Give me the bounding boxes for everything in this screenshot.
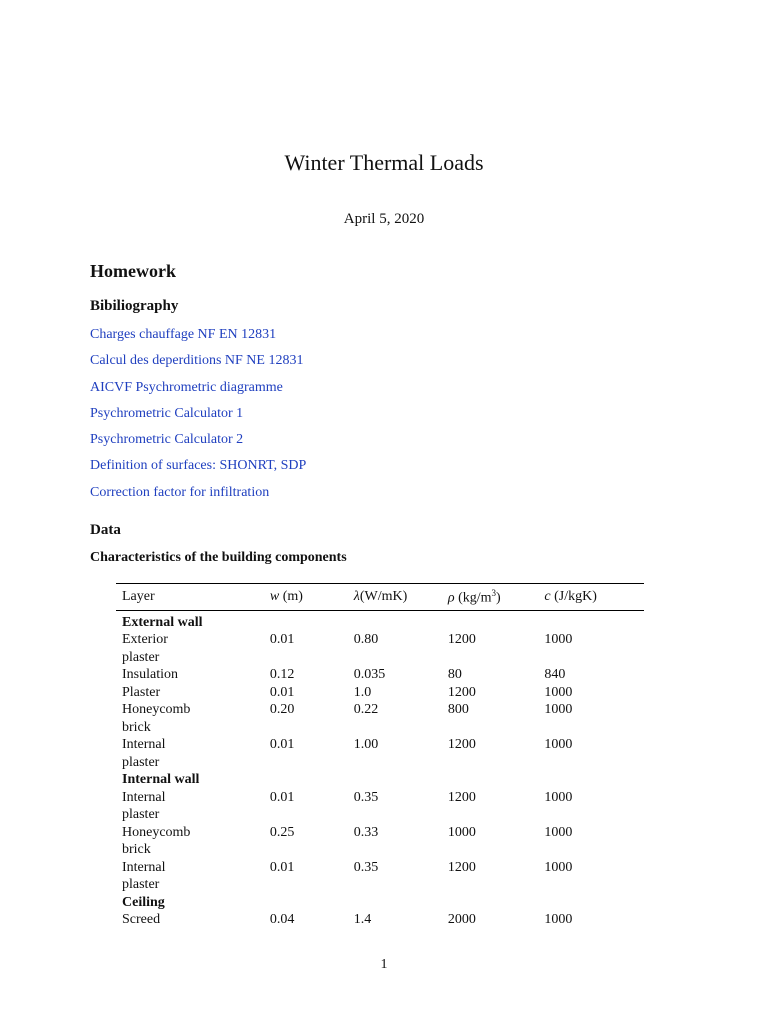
table-group-row: [116, 894, 644, 912]
cell-w: 0.20: [269, 702, 295, 718]
cell-c: 1000: [544, 702, 573, 718]
table-row: [116, 666, 644, 684]
list-item: [90, 455, 306, 481]
header-thickness: w (m): [264, 584, 348, 611]
cell-lambda: 0.035: [353, 667, 386, 683]
list-item: [90, 350, 306, 376]
table-row: [116, 824, 644, 859]
bib-link-aicvf-diagramme[interactable]: AICVF Psychrometric diagramme: [90, 379, 283, 395]
section-heading-homework: Homework: [90, 261, 176, 281]
table-row: [116, 684, 644, 702]
document-date: April 5, 2020: [343, 211, 425, 227]
cell-layer: Screed: [122, 912, 161, 928]
components-table: [116, 583, 644, 929]
cell-layer: Internal plaster: [122, 859, 166, 893]
list-item: [90, 403, 306, 429]
document-title: Winter Thermal Loads: [284, 150, 484, 175]
cell-layer: Internal plaster: [122, 789, 166, 823]
cell-rho: 80: [447, 667, 462, 683]
cell-w: 0.01: [269, 737, 295, 753]
table-group-row: [116, 610, 644, 631]
list-item: [90, 377, 306, 403]
cell-rho: 1200: [447, 737, 476, 753]
header-layer: Layer: [116, 584, 264, 611]
table-header-row: [116, 584, 644, 611]
group-label-external-wall: External wall: [122, 614, 203, 630]
group-label-ceiling: Ceiling: [122, 894, 165, 910]
table-row: [116, 701, 644, 736]
bib-link-psychrometric-calculator-2[interactable]: Psychrometric Calculator 2: [90, 432, 244, 448]
cell-c: 1000: [544, 789, 573, 805]
bib-link-calcul-deperditions[interactable]: Calcul des deperditions NF NE 12831: [90, 353, 304, 369]
cell-w: 0.01: [269, 684, 295, 700]
cell-c: 1000: [544, 912, 573, 928]
cell-lambda: 1.4: [353, 912, 372, 928]
table-heading: Characteristics of the building components: [90, 550, 347, 565]
cell-lambda: 0.33: [353, 824, 379, 840]
table-row: [116, 859, 644, 894]
cell-rho: 1200: [447, 859, 476, 875]
subsection-heading-bibliography: Bibiliography: [90, 298, 179, 314]
page-number: 1: [380, 957, 388, 972]
cell-layer: Honeycomb brick: [122, 824, 191, 858]
cell-layer: Insulation: [122, 667, 178, 683]
table-row: [116, 911, 644, 929]
list-item: [90, 429, 306, 455]
cell-layer: Plaster: [122, 684, 161, 700]
cell-w: 0.25: [269, 824, 295, 840]
cell-lambda: 0.35: [353, 789, 379, 805]
bib-link-definition-surfaces[interactable]: Definition of surfaces: SHONRT, SDP: [90, 458, 307, 474]
cell-w: 0.01: [269, 632, 295, 648]
cell-rho: 1200: [447, 684, 476, 700]
bib-link-charges-chauffage[interactable]: Charges chauffage NF EN 12831: [90, 327, 277, 342]
bib-link-correction-factor[interactable]: Correction factor for infiltration: [90, 484, 270, 500]
header-conductivity: λ(W/mK): [348, 584, 442, 611]
header-specific-heat: c (J/kgK): [538, 584, 644, 611]
cell-rho: 1200: [447, 632, 476, 648]
cell-lambda: 0.80: [353, 632, 379, 648]
cell-w: 0.01: [269, 859, 295, 875]
bibliography-links: [90, 324, 306, 508]
cell-c: 1000: [544, 824, 573, 840]
cell-layer: Honeycomb brick: [122, 702, 191, 735]
cell-lambda: 1.00: [353, 737, 379, 753]
components-table-container: [116, 583, 644, 929]
cell-w: 0.12: [269, 667, 295, 683]
group-label-internal-wall: Internal wall: [122, 772, 200, 788]
cell-w: 0.01: [269, 789, 295, 805]
table-row: [116, 736, 644, 771]
cell-rho: 800: [447, 702, 469, 718]
cell-lambda: 0.22: [353, 702, 379, 718]
table-group-row: [116, 771, 644, 789]
cell-c: 1000: [544, 737, 573, 753]
cell-layer: Exterior plaster: [122, 632, 168, 665]
cell-c: 840: [544, 667, 566, 683]
cell-c: 1000: [544, 684, 573, 700]
cell-lambda: 1.0: [353, 684, 372, 700]
cell-rho: 1200: [447, 789, 476, 805]
table-row: [116, 631, 644, 666]
header-density: ρ $(kg/m^3)$: [442, 584, 539, 611]
table-row: [116, 789, 644, 824]
cell-lambda: 0.35: [353, 859, 379, 875]
list-item: [90, 482, 306, 508]
cell-c: 1000: [544, 632, 573, 648]
bib-link-psychrometric-calculator-1[interactable]: Psychrometric Calculator 1: [90, 405, 244, 421]
cell-w: 0.04: [269, 912, 295, 928]
cell-c: 1000: [544, 859, 573, 875]
list-item: [90, 324, 306, 350]
cell-rho: 2000: [447, 912, 476, 928]
subsection-heading-data: Data: [90, 522, 121, 538]
cell-rho: 1000: [447, 824, 476, 840]
cell-layer: Internal plaster: [122, 737, 166, 770]
